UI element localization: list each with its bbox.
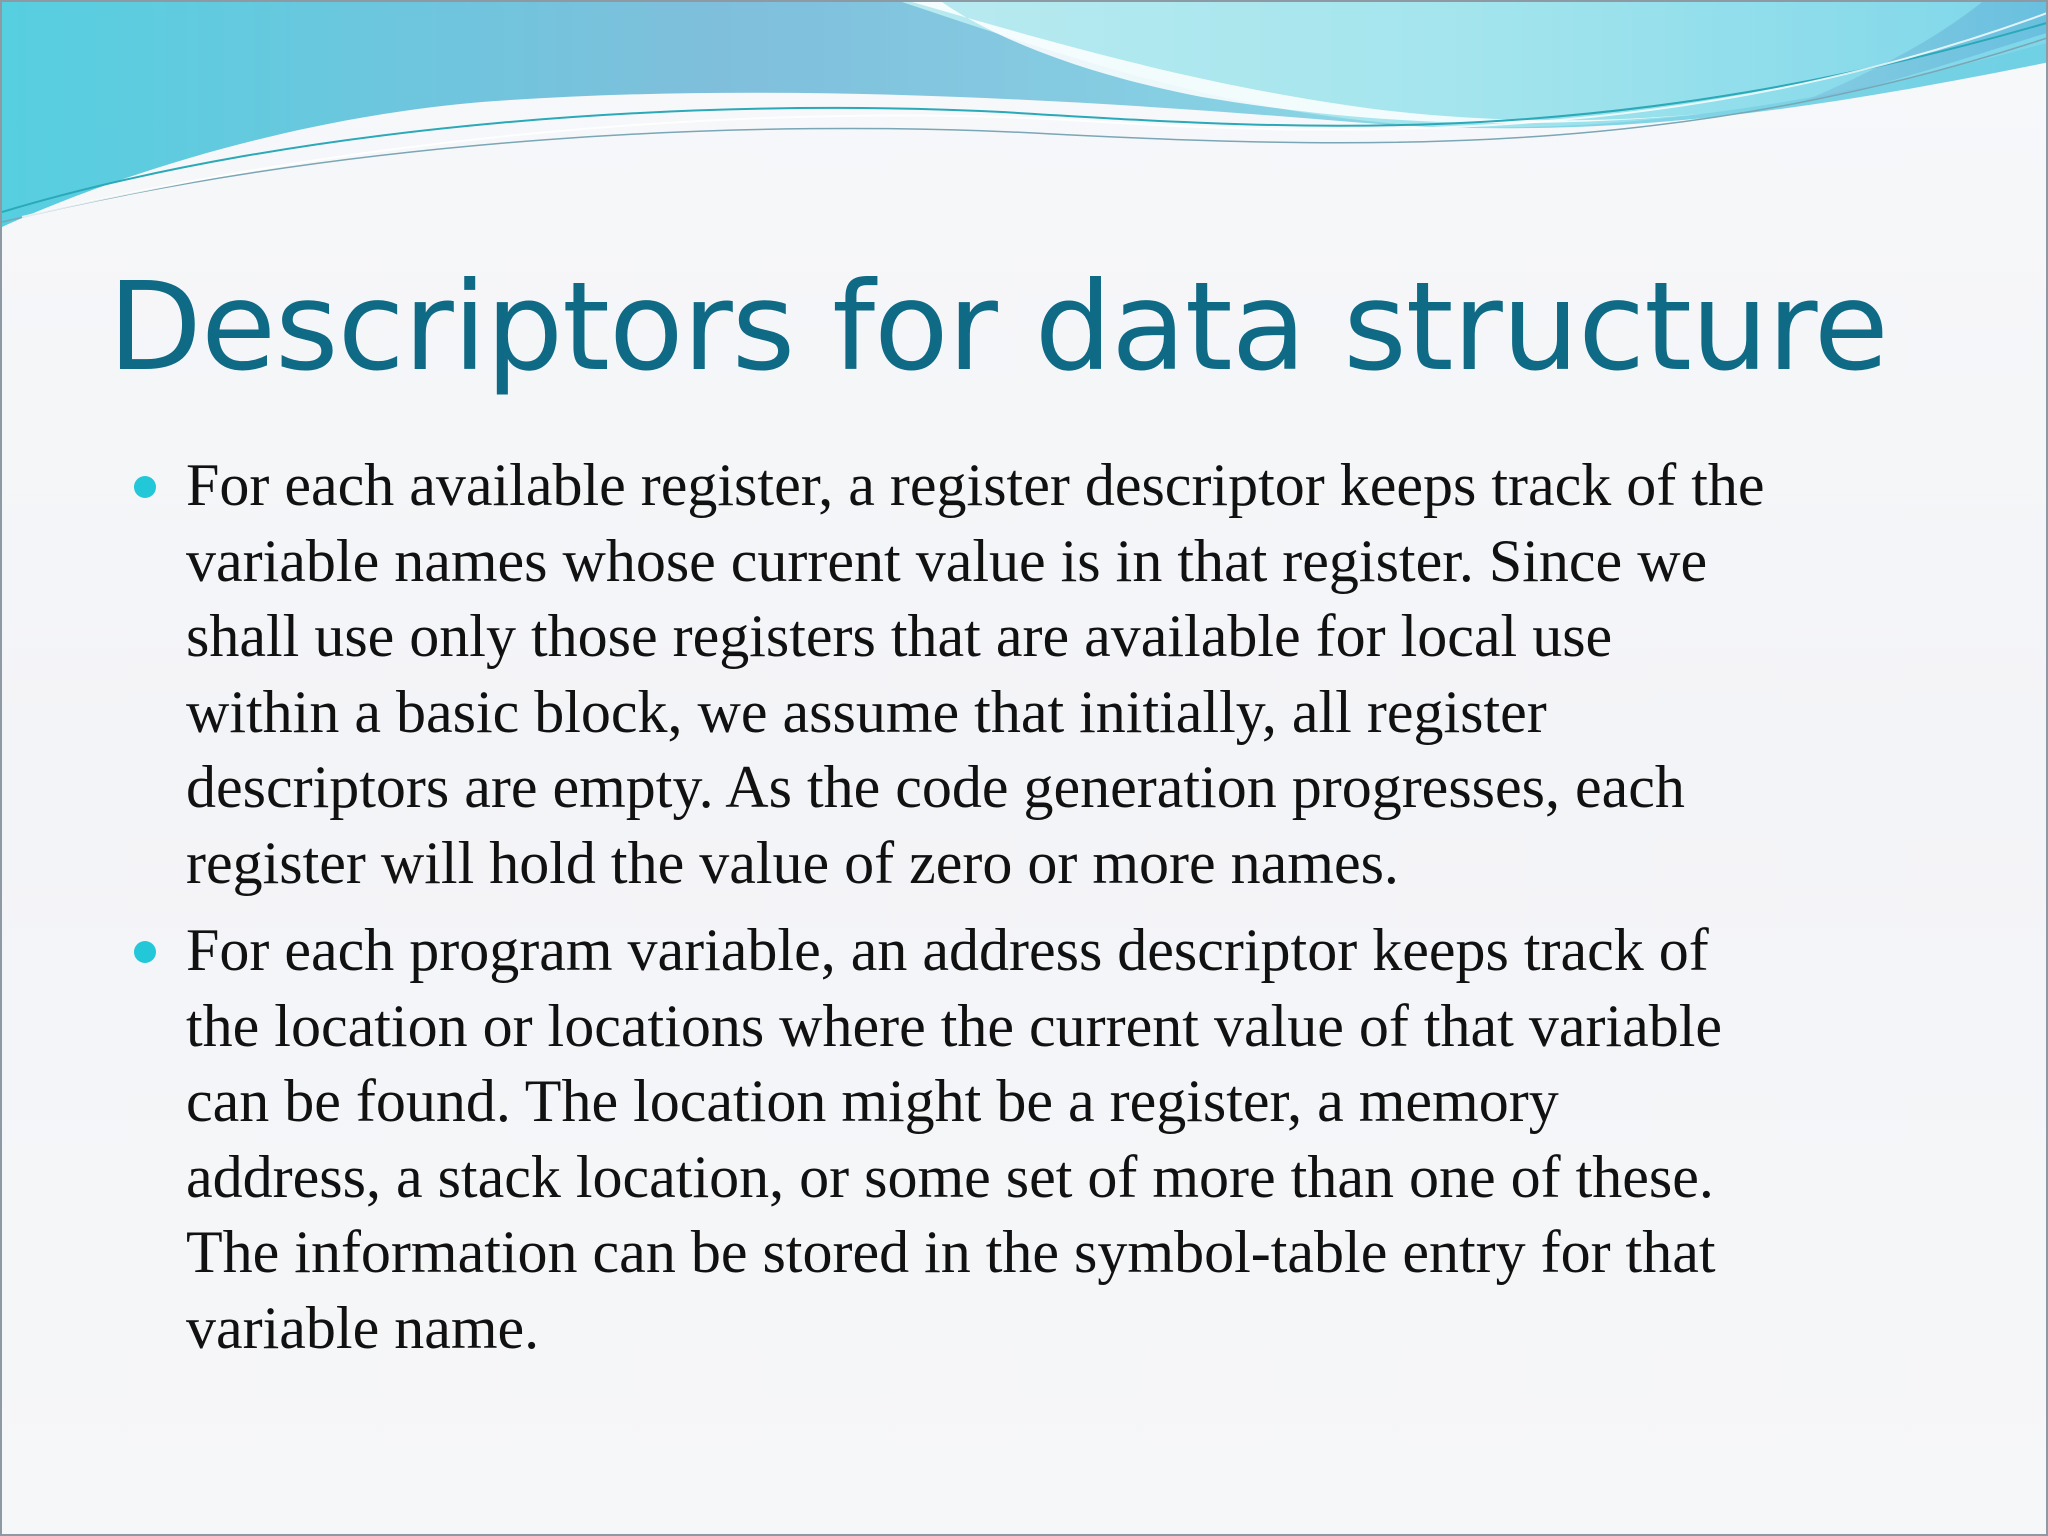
bullet-text-line: address, a stack location, or some set of more than one of these. [186, 1143, 1714, 1210]
bullet-item-address-descriptor [132, 913, 1932, 1366]
bullet-text-line: register will hold the value of zero or more names. [186, 829, 1399, 896]
bullet-text-line: within a basic block, we assume that initially, all register [186, 678, 1547, 745]
bullet-item-register-descriptor [132, 448, 1932, 901]
header-wave-decoration [2, 2, 2048, 242]
bullet-text-line: can be found. The location might be a register, a memory [186, 1068, 1559, 1134]
bullet-dot-icon [134, 941, 156, 963]
bullet-list [132, 448, 1932, 1366]
bullet-text-line: For each program variable, an address descriptor keeps track of [186, 917, 1709, 983]
slide-title: Descriptors for data structure [108, 256, 1888, 398]
bullet-text-line: the location or locations where the current value of that variable [186, 992, 1723, 1059]
bullet-dot-icon [134, 476, 156, 498]
bullet-text-line: For each available register, a register descriptor keeps track of the [186, 452, 1765, 518]
bullet-text-line: descriptors are empty. As the code generation progresses, each [186, 754, 1685, 820]
bullet-text-line: variable name. [186, 1294, 540, 1361]
bullet-text-line: variable names whose current value is in that register. Since we [186, 527, 1708, 594]
bullet-text-line: shall use only those registers that are available for local use [186, 603, 1613, 669]
bullet-text-line: The information can be stored in the symbol-table entry for that [186, 1219, 1716, 1285]
